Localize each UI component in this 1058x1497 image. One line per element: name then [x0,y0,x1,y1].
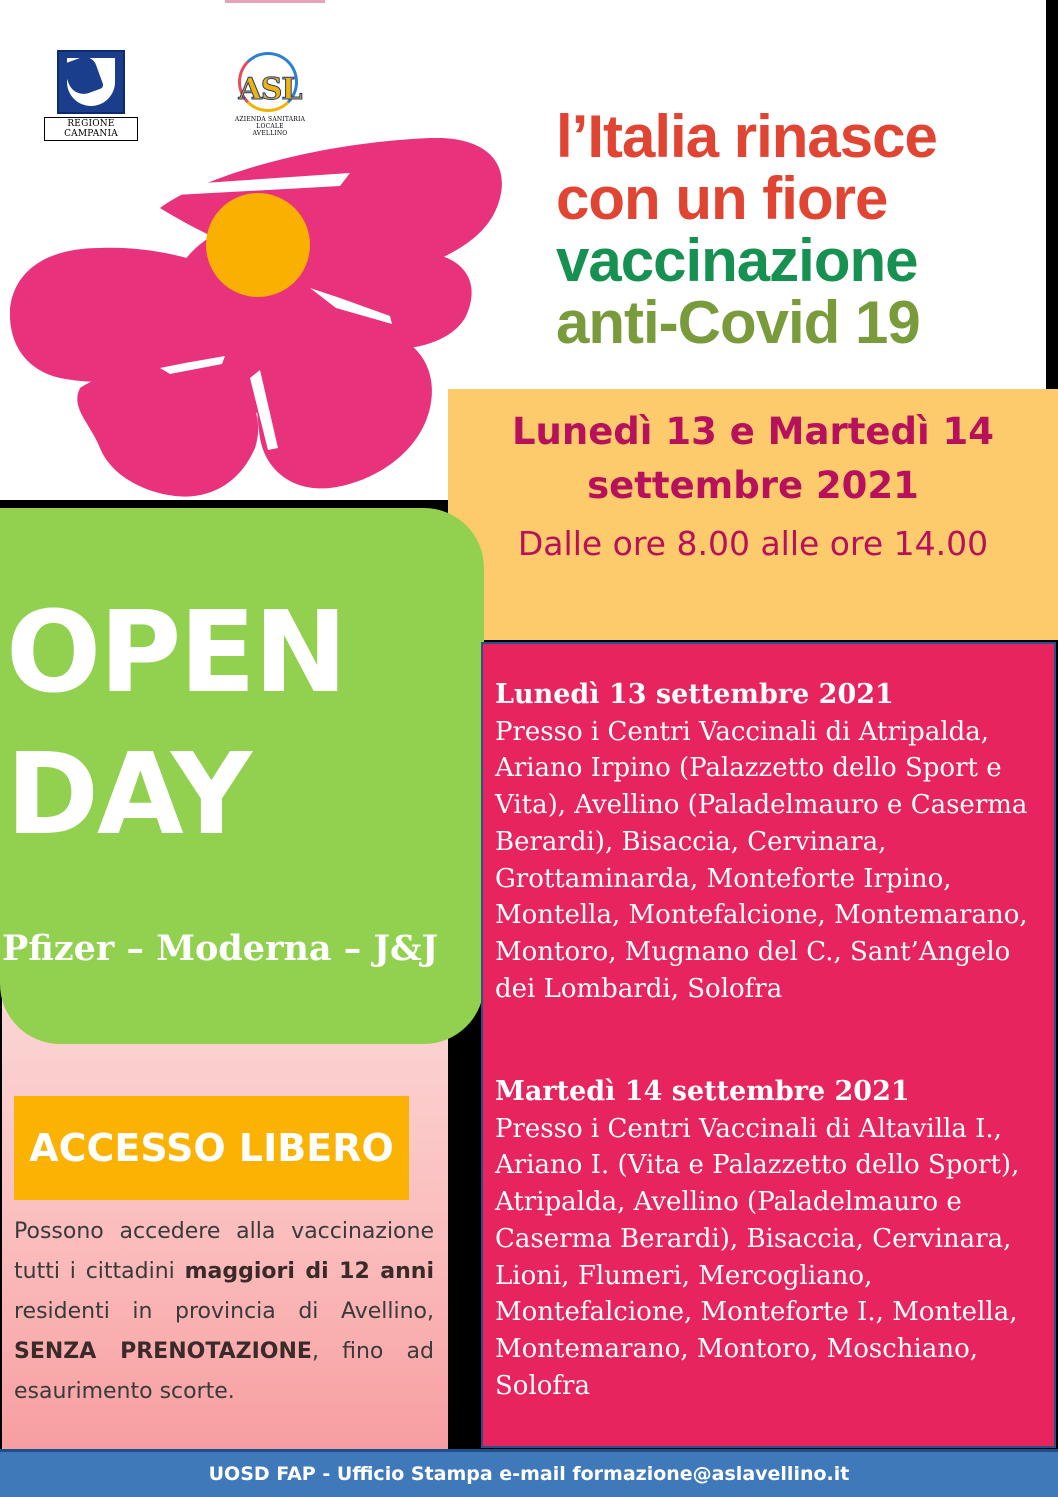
event-dates-line-2: settembre 2021 [587,464,919,507]
campania-shield-icon [57,50,125,114]
schedule-day-title: Lunedì 13 settembre 2021 [495,679,894,710]
footer-contact: UOSD FAP - Ufficio Stampa e-mail formazione@aslavellino.it [0,1449,1058,1497]
access-description [14,1212,434,1412]
schedule-day-tuesday [495,1074,1043,1404]
schedule-day-title: Martedì 14 settembre 2021 [495,1076,910,1107]
schedule-day-centers: Presso i Centri Vaccinali di Atripalda, Ariano Irpino (Palazzetto dello Sport e Vita), Avellino (Paladelmauro e Caserma Berardi), Bisaccia, Cervinara, Grottaminarda, Monteforte Irpino, Montella, Montefalcione, Montemarano, Montoro, Mugnano del C., Sant’Angelo dei Lombardi, Solofra [495,716,1028,1004]
open-day-line-1: OPEN [6,588,346,718]
slogan-line-3: vaccinazione [556,227,918,294]
open-day-line-2: DAY [6,730,251,860]
vaccine-list: Pfizer – Moderna – J&J [2,928,439,969]
asl-caption-2: AVELLINO [252,130,288,137]
access-text-3: , fino ad esaurimento scorte. [14,1339,434,1404]
asl-caption-1: AZIENDA SANITARIA LOCALE [234,116,306,130]
asl-globe-icon [228,52,312,116]
open-day-title [6,582,346,866]
access-text-1: Possono accedere alla vaccinazione tutti i cittadini [14,1219,434,1284]
event-dates-line-1: Lunedì 13 e Martedì 14 [511,410,995,453]
accesso-libero-badge: ACCESSO LIBERO [14,1096,409,1200]
schedule-day-centers: Presso i Centri Vaccinali di Altavilla I., Ariano I. (Vita e Palazzetto dello Sport), Atripalda, Avellino (Paladelmauro e Caserma Berardi), Bisaccia, Cervinara, Lioni, Flumeri, Mercogliano, Montefalcione, Monteforte I., Montella, Montemarano, Montoro, Moschiano, Solofra [495,1113,1020,1401]
access-age-requirement: maggiori di 12 anni [184,1259,434,1284]
campaign-slogan [556,103,1036,356]
slogan-line-4: anti-Covid 19 [556,289,920,356]
regione-campania-logo [44,50,138,141]
event-hours: Dalle ore 8.00 alle ore 14.00 [517,524,989,563]
slogan-line-1: l’Italia rinasce [556,103,937,170]
asl-mark-text: ASL [238,72,302,107]
schedule-day-monday [495,677,1043,1007]
slogan-line-2: con un fiore [556,165,888,232]
regione-campania-caption: REGIONE CAMPANIA [44,117,138,141]
asl-avellino-logo [222,52,318,137]
event-dates-panel [448,389,1058,640]
access-no-booking: SENZA PRENOTAZIONE [14,1339,312,1364]
access-text-2: residenti in provincia di Avellino, [14,1299,434,1324]
top-accent-bar [225,0,325,3]
